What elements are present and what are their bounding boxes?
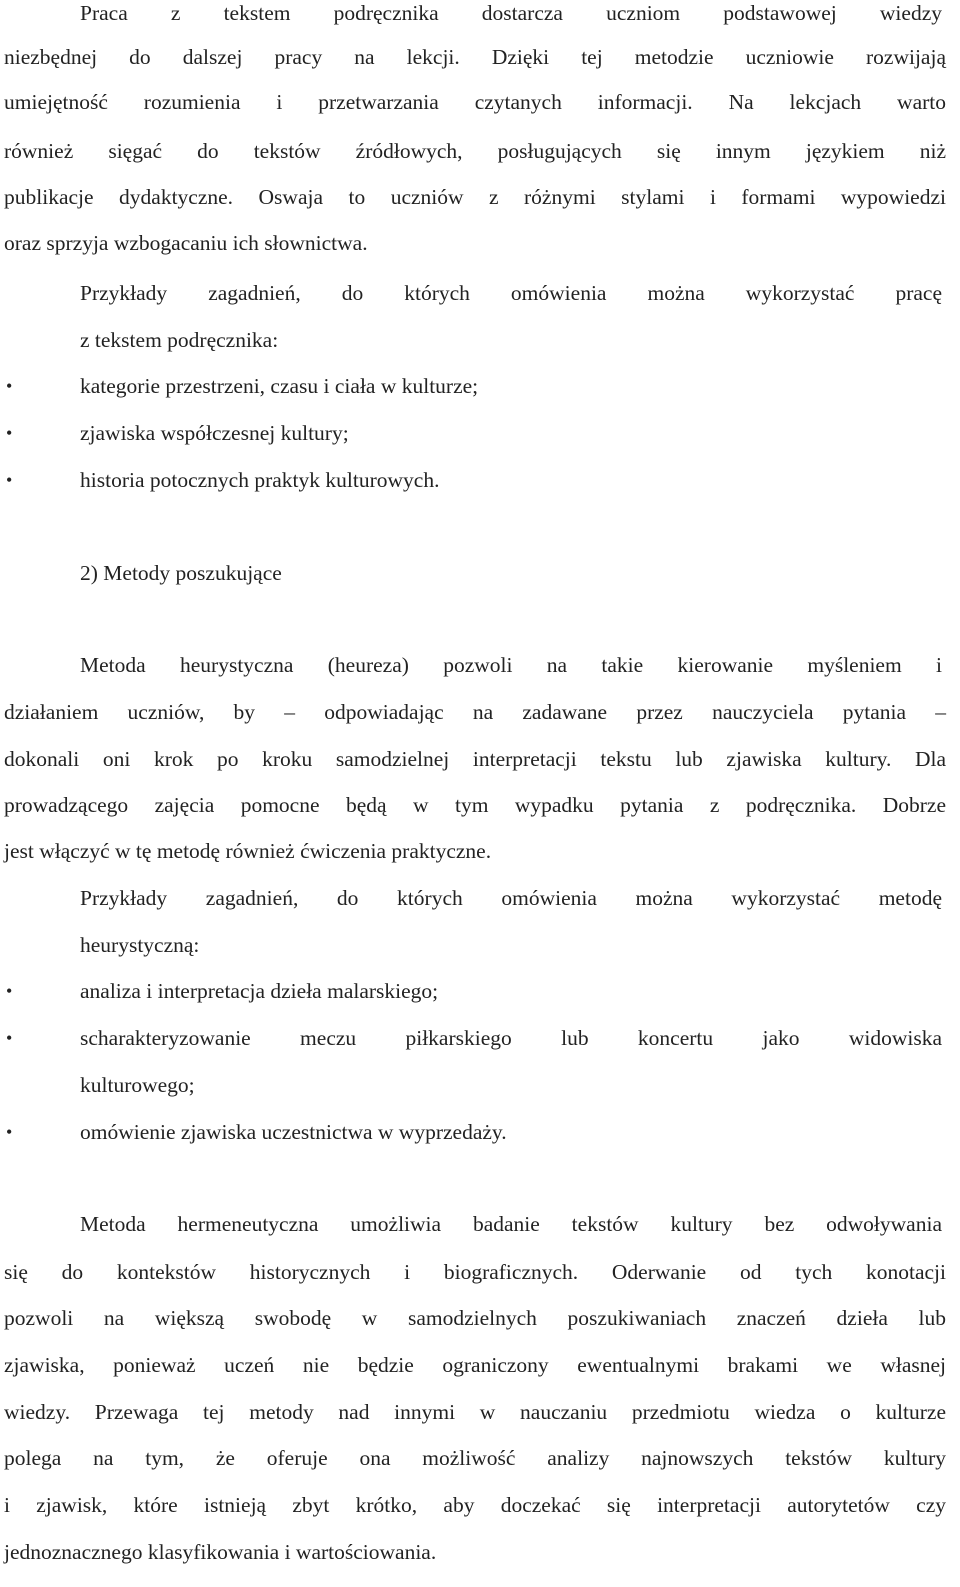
paragraph-line: Metoda hermeneutyczna umożliwia badanie tekstów kultury bez odwoływania [80, 1212, 942, 1236]
paragraph-line: wiedzy. Przewaga tej metody nad innymi w nauczaniu przedmiotu wiedza o kulturze [4, 1400, 946, 1424]
paragraph-line: działaniem uczniów, by – odpowiadając na zadawane przez nauczyciela pytania – [4, 700, 946, 724]
bullet-icon: • [6, 470, 13, 490]
list-item-text: omówienie zjawiska uczestnictwa w wyprzedaży. [80, 1120, 507, 1144]
list-item-text: zjawiska współczesnej kultury; [80, 421, 349, 445]
list-item-text: scharakteryzowanie meczu piłkarskiego lub koncertu jako widowiska [80, 1026, 942, 1050]
paragraph-line: oraz sprzyja wzbogacaniu ich słownictwa. [4, 231, 368, 255]
examples-intro-line: z tekstem podręcznika: [80, 328, 279, 352]
bullet-icon: • [6, 1122, 13, 1142]
section-heading: 2) Metody poszukujące [80, 561, 282, 585]
paragraph-line: umiejętność rozumienia i przetwarzania czytanych informacji. Na lekcjach warto [4, 90, 946, 114]
paragraph-line: się do kontekstów historycznych i biograficznych. Oderwanie od tych konotacji [4, 1260, 946, 1284]
examples-intro-line: Przykłady zagadnień, do których omówienia można wykorzystać metodę [80, 886, 942, 910]
bullet-icon: • [6, 981, 13, 1001]
paragraph-line: pozwoli na większą swobodę w samodzielnych poszukiwaniach znaczeń dzieła lub [4, 1306, 946, 1330]
bullet-icon: • [6, 376, 13, 396]
paragraph-line: i zjawisk, które istnieją zbyt krótko, aby doczekać się interpretacji autorytetów czy [4, 1493, 946, 1517]
paragraph-line: jest włączyć w tę metodę również ćwiczenia praktyczne. [4, 839, 492, 863]
list-item-text: analiza i interpretacja dzieła malarskiego; [80, 979, 439, 1003]
paragraph-line: zjawiska, ponieważ uczeń nie będzie ograniczony ewentualnymi brakami we własnej [4, 1353, 946, 1377]
paragraph-line: również sięgać do tekstów źródłowych, posługujących się innym językiem niż [4, 139, 946, 163]
examples-intro-line: heurystyczną: [80, 933, 200, 957]
paragraph-line: jednoznacznego klasyfikowania i wartościowania. [4, 1540, 437, 1564]
paragraph-line: polega na tym, że oferuje ona możliwość analizy najnowszych tekstów kultury [4, 1446, 946, 1470]
paragraph-line: Praca z tekstem podręcznika dostarcza uczniom podstawowej wiedzy [80, 1, 942, 25]
paragraph-line: niezbędnej do dalszej pracy na lekcji. Dzięki tej metodzie uczniowie rozwijają [4, 45, 946, 69]
paragraph-line: prowadzącego zajęcia pomocne będą w tym wypadku pytania z podręcznika. Dobrze [4, 793, 946, 817]
list-item-text: historia potocznych praktyk kulturowych. [80, 468, 440, 492]
paragraph-line: publikacje dydaktyczne. Oswaja to uczniów z różnymi stylami i formami wypowiedzi [4, 185, 946, 209]
paragraph-line: Metoda heurystyczna (heureza) pozwoli na takie kierowanie myśleniem i [80, 653, 942, 677]
bullet-icon: • [6, 1028, 13, 1048]
list-item-text: kategorie przestrzeni, czasu i ciała w kulturze; [80, 374, 479, 398]
paragraph-line: dokonali oni krok po kroku samodzielnej interpretacji tekstu lub zjawiska kultury. Dla [4, 747, 946, 771]
list-item-text: kulturowego; [80, 1073, 195, 1097]
bullet-icon: • [6, 423, 13, 443]
examples-intro-line: Przykłady zagadnień, do których omówienia można wykorzystać pracę [80, 281, 942, 305]
